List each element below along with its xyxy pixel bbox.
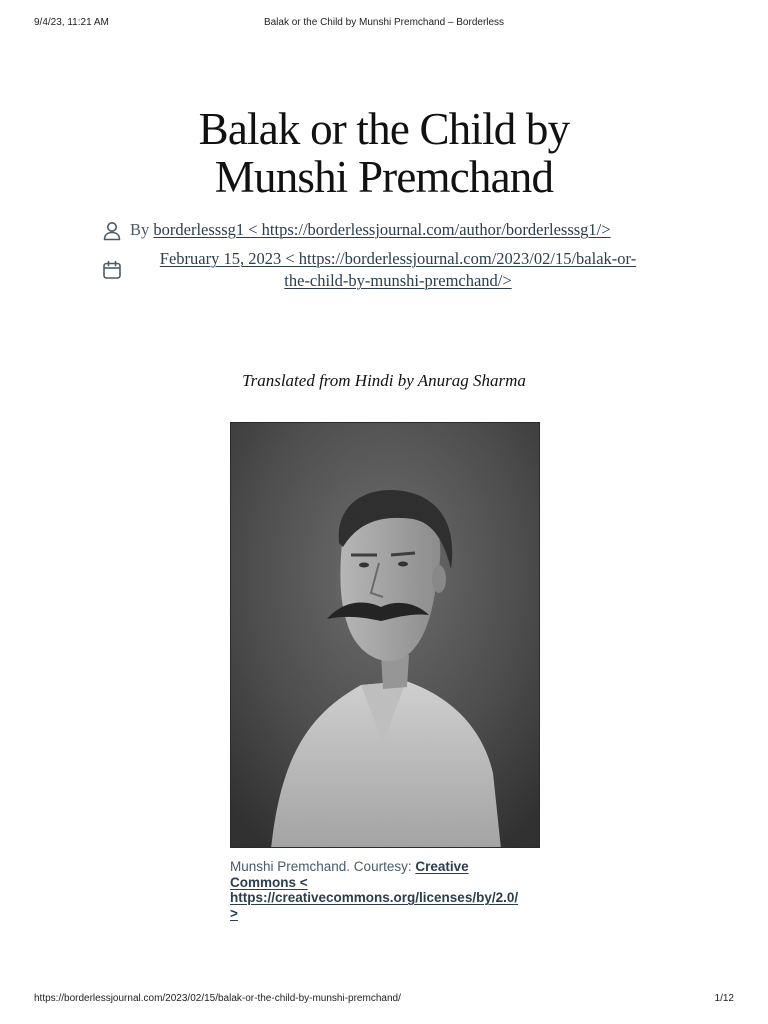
print-page-number: 1/12	[714, 993, 734, 1004]
byline	[100, 219, 680, 243]
caption-link-line2: Commons <	[230, 874, 308, 890]
byline-text	[130, 219, 680, 241]
article-title	[134, 105, 634, 201]
byline-prefix: By	[130, 220, 150, 239]
post-date	[100, 248, 680, 294]
portrait-caption	[230, 859, 542, 921]
calendar-icon	[101, 259, 123, 281]
caption-link-line4: >	[230, 905, 238, 921]
translation-credit: Translated from Hindi by Anurag Sharma	[242, 371, 526, 390]
print-datetime: 9/4/23, 11:21 AM	[34, 17, 109, 28]
caption-link-line1: Creative	[415, 859, 469, 874]
print-url: https://borderlessjournal.com/2023/02/15/balak-or-the-child-by-munshi-premchand/	[34, 993, 401, 1004]
date-link-line1: February 15, 2023 < https://borderlessjournal.com/2023/02/15/balak-or-	[159, 249, 637, 268]
article-title-line2: Munshi Premchand	[214, 152, 554, 202]
date-link[interactable]	[160, 249, 636, 290]
print-page-title: Balak or the Child by Munshi Premchand – Borderless	[263, 17, 505, 28]
caption-prefix: Munshi Premchand. Courtesy:	[230, 859, 416, 874]
caption-link-line3: https://creativecommons.org/licenses/by/2.0/	[230, 890, 519, 905]
author-portrait	[230, 422, 540, 848]
article-title-line1: Balak or the Child by	[198, 104, 570, 154]
author-link[interactable]: borderlesssg1 < https://borderlessjournal.com/author/borderlesssg1/>	[153, 220, 611, 239]
portrait-image	[231, 423, 540, 848]
user-icon	[101, 220, 123, 242]
date-link-wrap	[130, 248, 666, 292]
date-link-line2: the-child-by-munshi-premchand/>	[284, 271, 512, 290]
